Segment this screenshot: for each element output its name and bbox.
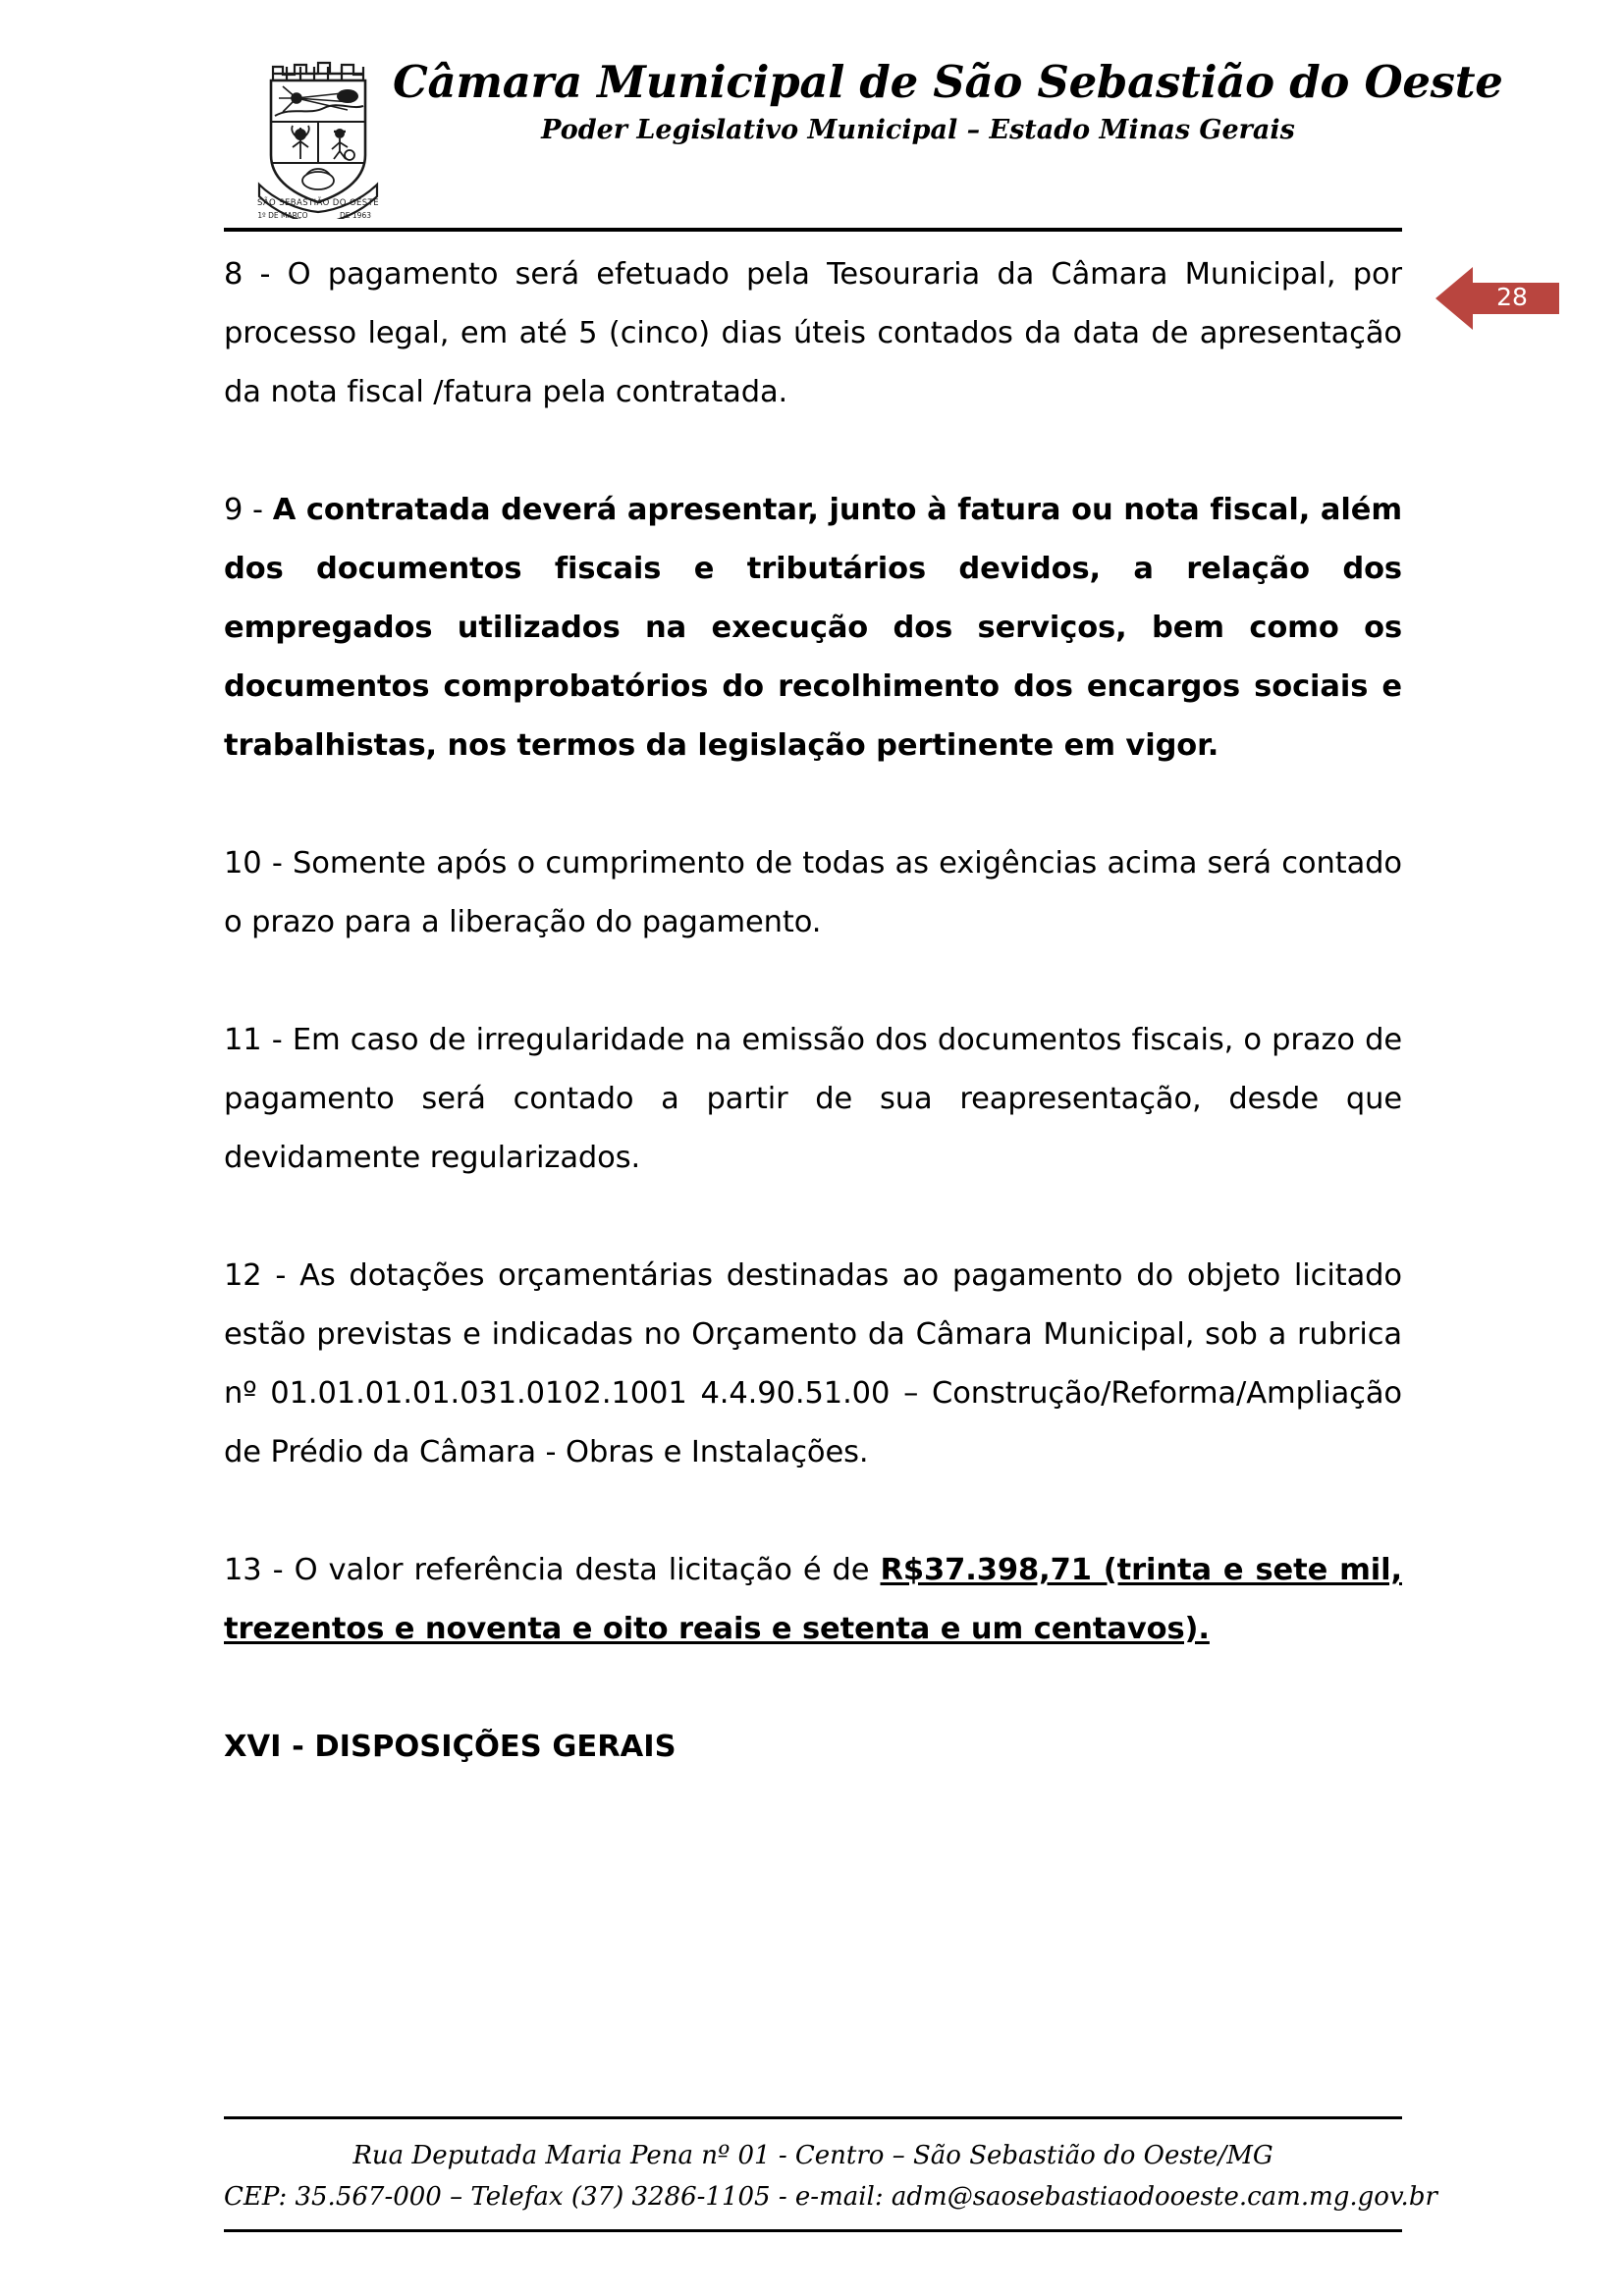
svg-text:SÃO SEBASTIÃO DO OESTE: SÃO SEBASTIÃO DO OESTE <box>257 198 379 208</box>
institution-subtitle: Poder Legislativo Municipal – Estado Minas Gerais <box>541 114 1295 145</box>
paragraph-11: 11 - Em caso de irregularidade na emissão dos documentos fiscais, o prazo de pagamento será contado a partir de sua reapresentação, desde que devidamente regularizados. <box>224 1023 1402 1175</box>
document-footer <box>224 2116 1437 2232</box>
paragraph-spacer <box>224 1482 1402 1541</box>
paragraph-10: 10 - Somente após o cumprimento de todas as exigências acima será contado o prazo para a liberação do pagamento. <box>224 846 1402 939</box>
paragraph-9-number: 9 - <box>224 493 273 527</box>
header-title-block <box>393 56 1503 145</box>
paragraph-spacer <box>224 775 1402 834</box>
coat-of-arms-icon <box>253 37 383 219</box>
paragraph-spacer <box>224 1188 1402 1247</box>
institution-title: Câmara Municipal de São Sebastião do Oeste <box>393 56 1503 108</box>
paragraph-9-bold-text: A contratada deverá apresentar, junto à fatura ou nota fiscal, além dos documentos fiscais e tributários devidos, a relação dos empregados utilizados na execução dos serviços, bem como os documentos comprobatórios do recolhimento dos encargos sociais e trabalhistas, nos termos da legislação pertinente em vigor. <box>224 493 1403 763</box>
header-divider <box>224 228 1402 232</box>
paragraph-12: 12 - As dotações orçamentárias destinadas ao pagamento do objeto licitado estão previstas e indicadas no Orçamento da Câmara Municipal, sob a rubrica nº 01.01.01.01.031.0102.1001 4.4.90.51.00 – Construção/Reforma/Ampliação de Prédio da Câmara - Obras e Instalações. <box>224 1258 1402 1469</box>
page-number-badge: 28 <box>1496 283 1528 311</box>
paragraph-spacer <box>224 1659 1402 1718</box>
paragraph-8: 8 - O pagamento será efetuado pela Tesouraria da Câmara Municipal, por processo legal, em até 5 (cinco) dias úteis contados da data de apresentação da nota fiscal /fatura pela contratada. <box>224 257 1402 409</box>
footer-contact: CEP: 35.567-000 – Telefax (37) 3286-1105 - e-mail: adm@saosebastiaodooeste.cam.mg.gov.br <box>224 2182 1437 2212</box>
footer-divider-top <box>224 2116 1402 2119</box>
footer-address: Rua Deputada Maria Pena nº 01 - Centro – São Sebastião do Oeste/MG <box>352 2141 1273 2170</box>
section-heading-dispositions: XVI - DISPOSIÇÕES GERAIS <box>224 1730 677 1764</box>
paragraph-13-intro: 13 - O valor referência desta licitação é de <box>224 1553 881 1587</box>
reference-value-amount: R$37.398,71 (trinta e sete mil, trezentos e noventa e oito reais e setenta e um centavos). <box>224 1553 1402 1646</box>
svg-text:1º DE MARÇO: 1º DE MARÇO <box>257 211 308 219</box>
footer-divider-bottom <box>224 2229 1402 2232</box>
document-header <box>0 0 1624 236</box>
document-body <box>224 245 1402 1777</box>
paragraph-13 <box>224 1541 1402 1659</box>
paragraph-spacer <box>224 422 1402 481</box>
paragraph-9 <box>224 481 1402 775</box>
paragraph-spacer <box>224 952 1402 1011</box>
svg-text:DE 1963: DE 1963 <box>340 211 371 219</box>
